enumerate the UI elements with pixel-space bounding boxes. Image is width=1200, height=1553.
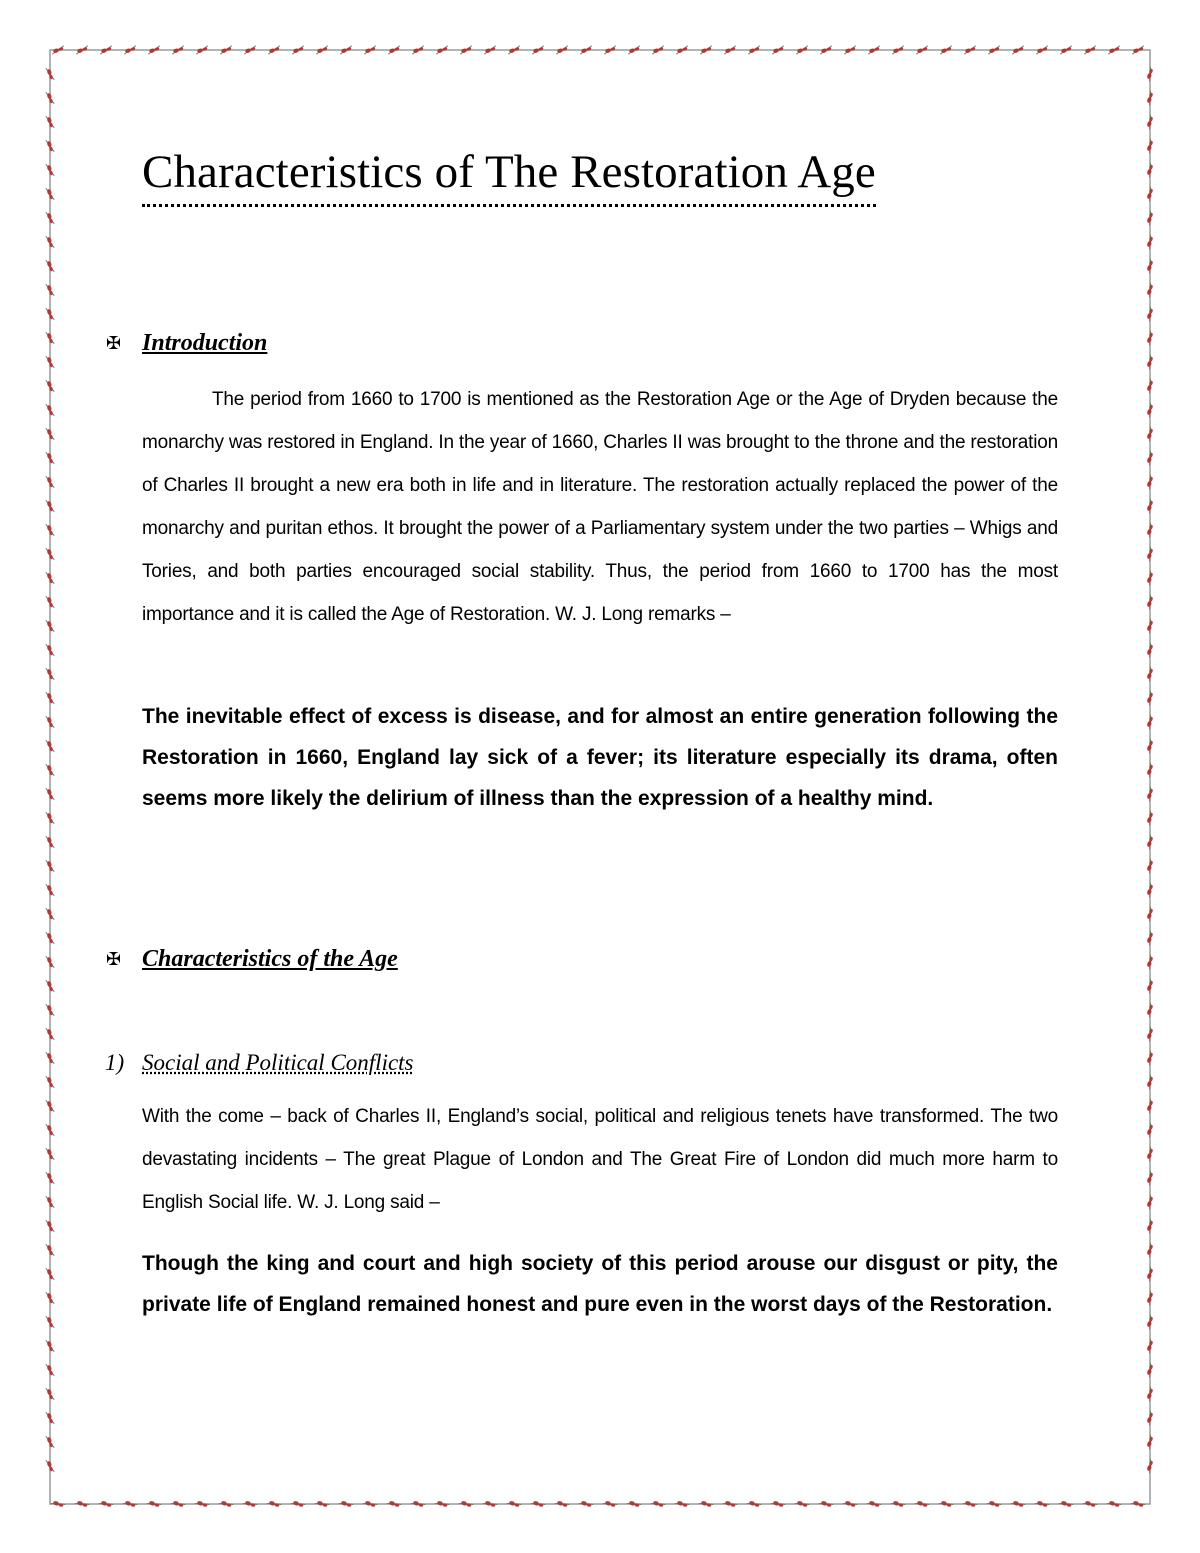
border-flower-icon — [1146, 931, 1155, 946]
border-flower-icon — [1146, 619, 1155, 634]
border-flower-icon — [1146, 187, 1155, 202]
border-flower-icon — [195, 1500, 210, 1509]
border-flower-icon — [1146, 163, 1155, 178]
border-flower-icon — [1146, 1051, 1155, 1066]
border-flower-icon — [771, 1500, 786, 1509]
border-flower-icon — [747, 1500, 762, 1509]
border-flower-icon — [1146, 1291, 1155, 1306]
border-flower-icon — [1146, 811, 1155, 826]
border-flower-icon — [1146, 1387, 1155, 1402]
border-flower-icon — [1146, 307, 1155, 322]
border-flower-icon — [339, 1500, 354, 1509]
border-flower-icon — [435, 1500, 450, 1509]
border-flower-icon — [1146, 643, 1155, 658]
border-flower-icon — [1146, 1147, 1155, 1162]
border-flower-icon — [1146, 739, 1155, 754]
border-flower-icon — [1146, 1315, 1155, 1330]
list-number: 1) — [105, 1050, 125, 1075]
border-flower-icon — [1107, 1500, 1122, 1509]
border-flower-icon — [1059, 1500, 1074, 1509]
social-political-quote: Though the king and court and high society of this period arouse our disgust or pity, the private life of England remained honest and pure even in the worst days of the Restoration. — [142, 1252, 1058, 1316]
border-flower-icon — [675, 1500, 690, 1509]
border-flower-icon — [1146, 763, 1155, 778]
border-flower-icon — [75, 1500, 90, 1509]
border-flower-icon — [1146, 499, 1155, 514]
border-flower-icon — [1146, 1099, 1155, 1114]
border-flower-icon — [1146, 1219, 1155, 1234]
border-flower-icon — [1146, 235, 1155, 250]
border-flower-icon — [291, 1500, 306, 1509]
border-flower-icon — [1146, 1459, 1155, 1474]
border-flower-icon — [987, 1500, 1002, 1509]
border-flower-icon — [867, 1500, 882, 1509]
border-flower-icon — [1146, 115, 1155, 130]
border-flower-icon — [459, 1500, 474, 1509]
border-flower-icon — [1146, 211, 1155, 226]
social-political-paragraph: With the come – back of Charles II, England’s social, political and religious tenets have transformed. The two devastating incidents – The great Plague of London and The Great Fire of London did much more harm to English Social life. W. J. Long said – — [142, 1106, 1058, 1213]
border-flower-icon — [1146, 907, 1155, 922]
border-flower-icon — [1146, 139, 1155, 154]
border-flower-icon — [51, 1500, 66, 1509]
border-flower-icon — [171, 1500, 186, 1509]
border-flower-icon — [1146, 451, 1155, 466]
border-flower-icon — [123, 1500, 138, 1509]
border-flower-icon — [915, 1500, 930, 1509]
border-flower-icon — [699, 1500, 714, 1509]
border-flower-icon — [1146, 355, 1155, 370]
border-flower-icon — [1146, 67, 1155, 82]
border-flower-icon — [1146, 859, 1155, 874]
border-flower-icon — [243, 1500, 258, 1509]
subsection-heading-social-political — [105, 1046, 1058, 1080]
border-flower-icon — [1146, 1411, 1155, 1426]
border-flower-icon — [387, 1500, 402, 1509]
border-flower-icon — [1146, 427, 1155, 442]
border-flower-icon — [1146, 1363, 1155, 1378]
border-flower-icon — [651, 1500, 666, 1509]
border-flower-icon — [1035, 1500, 1050, 1509]
section-heading-characteristics — [106, 942, 1058, 976]
introduction-quote: The inevitable effect of excess is disease, and for almost an entire generation following the Restoration in 1660, England lay sick of a fever; its literature especially its drama, often seems more likely the delirium of illness than the expression of a healthy mind. — [142, 705, 1058, 810]
border-flower-icon — [1131, 1500, 1146, 1509]
border-flower-icon — [1146, 667, 1155, 682]
border-flower-icon — [795, 1500, 810, 1509]
border-flower-icon — [1146, 1195, 1155, 1210]
border-flower-icon — [1146, 955, 1155, 970]
border-flower-icon — [1146, 1075, 1155, 1090]
border-flower-icon — [603, 1500, 618, 1509]
border-flower-icon — [99, 1500, 114, 1509]
section-heading-label: Characteristics of the Age — [142, 946, 398, 972]
border-flower-icon — [267, 1500, 282, 1509]
border-flower-icon — [843, 1500, 858, 1509]
border-flower-icon — [1146, 883, 1155, 898]
border-flower-icon — [1083, 1500, 1098, 1509]
border-flower-icon — [531, 1500, 546, 1509]
border-flower-icon — [1146, 379, 1155, 394]
border-flower-icon — [1146, 547, 1155, 562]
cross-pattee-icon: ✠ — [106, 949, 122, 970]
border-flower-icon — [819, 1500, 834, 1509]
document-title: Characteristics of The Restoration Age — [142, 140, 876, 207]
border-flower-icon — [1146, 1171, 1155, 1186]
border-flower-icon — [1146, 691, 1155, 706]
border-flower-icon — [723, 1500, 738, 1509]
border-flower-icon — [1146, 1027, 1155, 1042]
border-flower-icon — [1146, 523, 1155, 538]
border-flower-icon — [1146, 1243, 1155, 1258]
border-flower-icon — [363, 1500, 378, 1509]
border-flower-icon — [483, 1500, 498, 1509]
border-flower-icon — [1011, 1500, 1026, 1509]
border-flower-icon — [507, 1500, 522, 1509]
border-flower-icon — [579, 1500, 594, 1509]
border-flower-icon — [1146, 331, 1155, 346]
border-flower-icon — [891, 1500, 906, 1509]
border-flower-icon — [939, 1500, 954, 1509]
border-flower-icon — [1146, 1435, 1155, 1450]
border-flower-icon — [1146, 715, 1155, 730]
border-flower-icon — [1146, 91, 1155, 106]
border-flower-icon — [963, 1500, 978, 1509]
border-flower-icon — [1146, 259, 1155, 274]
border-flower-icon — [627, 1500, 642, 1509]
border-flower-icon — [147, 1500, 162, 1509]
border-flower-icon — [1146, 1267, 1155, 1282]
border-flower-icon — [1146, 571, 1155, 586]
border-flower-icon — [1146, 283, 1155, 298]
section-heading-introduction — [106, 326, 1058, 360]
section-heading-label: Introduction — [142, 330, 268, 356]
border-flower-icon — [1146, 1339, 1155, 1354]
border-flower-icon — [411, 1500, 426, 1509]
border-flower-icon — [1146, 979, 1155, 994]
border-flower-icon — [1146, 787, 1155, 802]
border-flower-icon — [555, 1500, 570, 1509]
border-flower-icon — [1146, 595, 1155, 610]
introduction-paragraph: The period from 1660 to 1700 is mentioned as the Restoration Age or the Age of Dryden because the monarchy was restored in England. In the year of 1660, Charles II was brought to the throne and the restoration of Charles II brought a new era both in life and in literature. The restoration actually replaced the power of the monarchy and puritan ethos. It brought the power of a Parliamentary system under the two parties – Whigs and Tories, and both parties encouraged social stability. Thus, the period from 1660 to 1700 has the most importance and it is called the Age of Restoration. W. J. Long remarks – — [142, 389, 1058, 625]
border-flower-icon — [1146, 403, 1155, 418]
border-flower-icon — [1146, 1003, 1155, 1018]
subsection-heading-label: Social and Political Conflicts — [142, 1050, 414, 1075]
border-flower-icon — [1146, 835, 1155, 850]
border-flower-icon — [315, 1500, 330, 1509]
border-flower-icon — [219, 1500, 234, 1509]
title-block — [142, 140, 876, 207]
cross-pattee-icon: ✠ — [106, 333, 122, 354]
border-flower-icon — [1146, 475, 1155, 490]
border-flower-icon — [1146, 1123, 1155, 1138]
